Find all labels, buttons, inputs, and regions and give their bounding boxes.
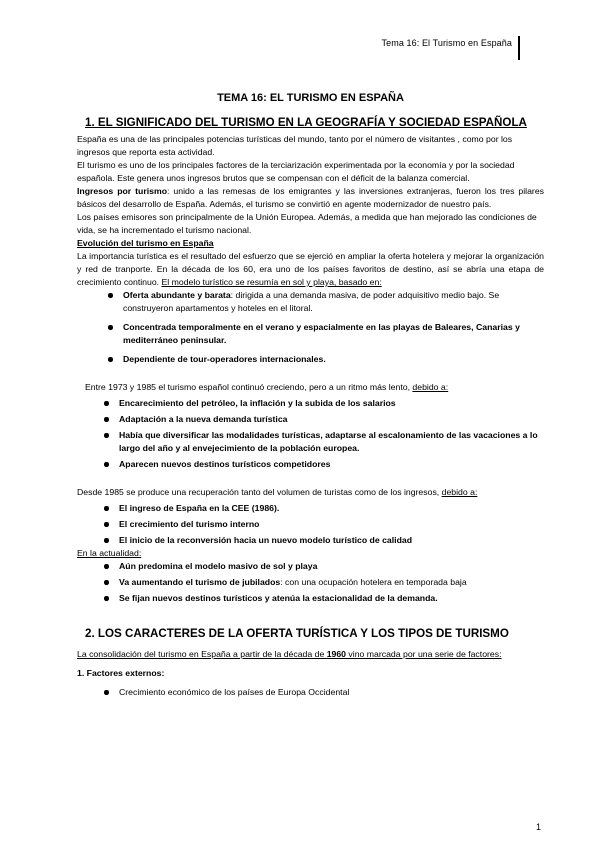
list-item: Crecimiento económico de los países de Europa Occidental (77, 686, 544, 699)
evolution-heading: Evolución del turismo en España (77, 238, 214, 248)
section-2-intro-year: 1960 (326, 649, 347, 659)
list-item (77, 560, 544, 573)
page-number: 1 (536, 822, 542, 832)
list-item: Adaptación a la nueva demanda turística (77, 413, 544, 426)
recovery-causes-list (77, 502, 544, 547)
external-factors-list (77, 686, 544, 699)
paragraph-2: El turismo es uno de los principales factores de la terciarización experimentada por la economía y por la sociedad española. Este genera unos ingresos brutos que se compensan con el déficit de la balanza comercial. (77, 160, 515, 183)
current-situation-list (77, 560, 544, 605)
document-body (77, 92, 544, 699)
list-item-bold: Oferta abundante y barata (123, 290, 231, 300)
paragraph-1: España es una de las principales potencias turísticas del mundo, tanto por el número de visitantes , como por los ingresos que reporta esta actividad. (77, 134, 513, 157)
paragraph-7 (77, 486, 544, 499)
header-rule (518, 36, 520, 60)
list-item: El crecimiento del turismo interno (77, 518, 544, 531)
list-item-text: : con una ocupación hotelera en temporada baja (280, 577, 467, 587)
section-2-intro-end: vino marcada por una serie de factores: (346, 649, 502, 659)
list-item: El inicio de la reconversión hacia un nuevo modelo turístico de calidad (77, 534, 544, 547)
paragraph-3 (77, 185, 544, 211)
list-item (77, 353, 544, 366)
document-title: TEMA 16: EL TURISMO EN ESPAÑA (217, 92, 404, 104)
paragraph-3-lead: Ingresos por turismo (77, 186, 168, 196)
paragraph-6-underlined: debido a: (412, 382, 449, 392)
list-item: Aparecen nuevos destinos turísticos competidores (77, 458, 544, 471)
paragraph-3-text: : unido a las remesas de los emigrantes y las inversiones extranjeras, fueron los tres pilares básicos del desarrollo de España. Además, el turismo se convirtió en agente modernizador de nuestro país. (77, 186, 544, 209)
paragraph-5-underlined: El modelo turístico se resumía en sol y playa, basado en: (161, 277, 382, 287)
list-item-bold: Aún predomina el modelo masivo de sol y playa (119, 561, 318, 571)
paragraph-6 (77, 381, 544, 394)
section-2-intro-text: La consolidación del turismo en España a partir de la década de (77, 649, 327, 659)
external-factors-heading: 1. Factores externos: (77, 668, 165, 678)
slowdown-causes-list (77, 397, 544, 471)
paragraph-4: Los países emisores son principalmente de la Unión Europea. Además, a medida que han mejorado las condiciones de vida, se ha incrementado el turismo nacional. (77, 212, 537, 235)
list-item: Encarecimiento del petróleo, la inflación y la subida de los salarios (77, 397, 544, 410)
section-2-intro (77, 648, 544, 661)
list-item-bold: Va aumentando el turismo de jubilados (119, 577, 281, 587)
list-item-bold: Se fijan nuevos destinos turísticos y atenúa la estacionalidad de la demanda. (119, 593, 438, 603)
section-1-heading: 1. EL SIGNIFICADO DEL TURISMO EN LA GEOGRAFÍA Y SOCIEDAD ESPAÑOLA (85, 116, 527, 129)
paragraph-6-text: Entre 1973 y 1985 el turismo español continuó creciendo, pero a un ritmo más lento, (85, 382, 413, 392)
list-item (77, 289, 544, 315)
list-item: Había que diversificar las modalidades turísticas, adaptarse al escalonamiento de las vacaciones a lo largo del año y al envejecimiento de la población europea. (77, 429, 544, 455)
list-item-text: : dirigida a una demanda masiva, de poder adquisitivo medio bajo. Se construyeron apartamentos y hoteles en el litoral. (123, 290, 500, 313)
paragraph-5 (77, 250, 544, 289)
list-item-bold: Concentrada temporalmente en el verano y espacialmente en las playas de Baleares, Canarias y mediterráneo peninsular. (123, 322, 520, 345)
list-item: El ingreso de España en la CEE (1986). (77, 502, 544, 515)
paragraph-5-text: La importancia turística es el resultado del esfuerzo que se ejerció en ampliar la oferta hotelera y mejorar la organización y red de tranporte. En la década de los 60, era uno de los países favoritos de destino, así se abría una etapa de crecimiento continuo. (77, 251, 544, 287)
paragraph-7-underlined: debido a: (441, 487, 478, 497)
list-item-bold: Dependiente de tour-operadores internacionales. (123, 354, 326, 364)
list-item (77, 576, 544, 589)
paragraph-7-text: Desde 1985 se produce una recuperación tanto del volumen de turistas como de los ingresos, (77, 487, 442, 497)
list-item (77, 592, 544, 605)
current-heading: En la actualidad: (77, 548, 142, 558)
list-item (77, 321, 544, 347)
section-2-heading: 2. LOS CARACTERES DE LA OFERTA TURÍSTICA Y LOS TIPOS DE TURISMO (85, 627, 509, 640)
model-features-list (77, 289, 544, 366)
running-header: Tema 16: El Turismo en España (381, 38, 512, 48)
